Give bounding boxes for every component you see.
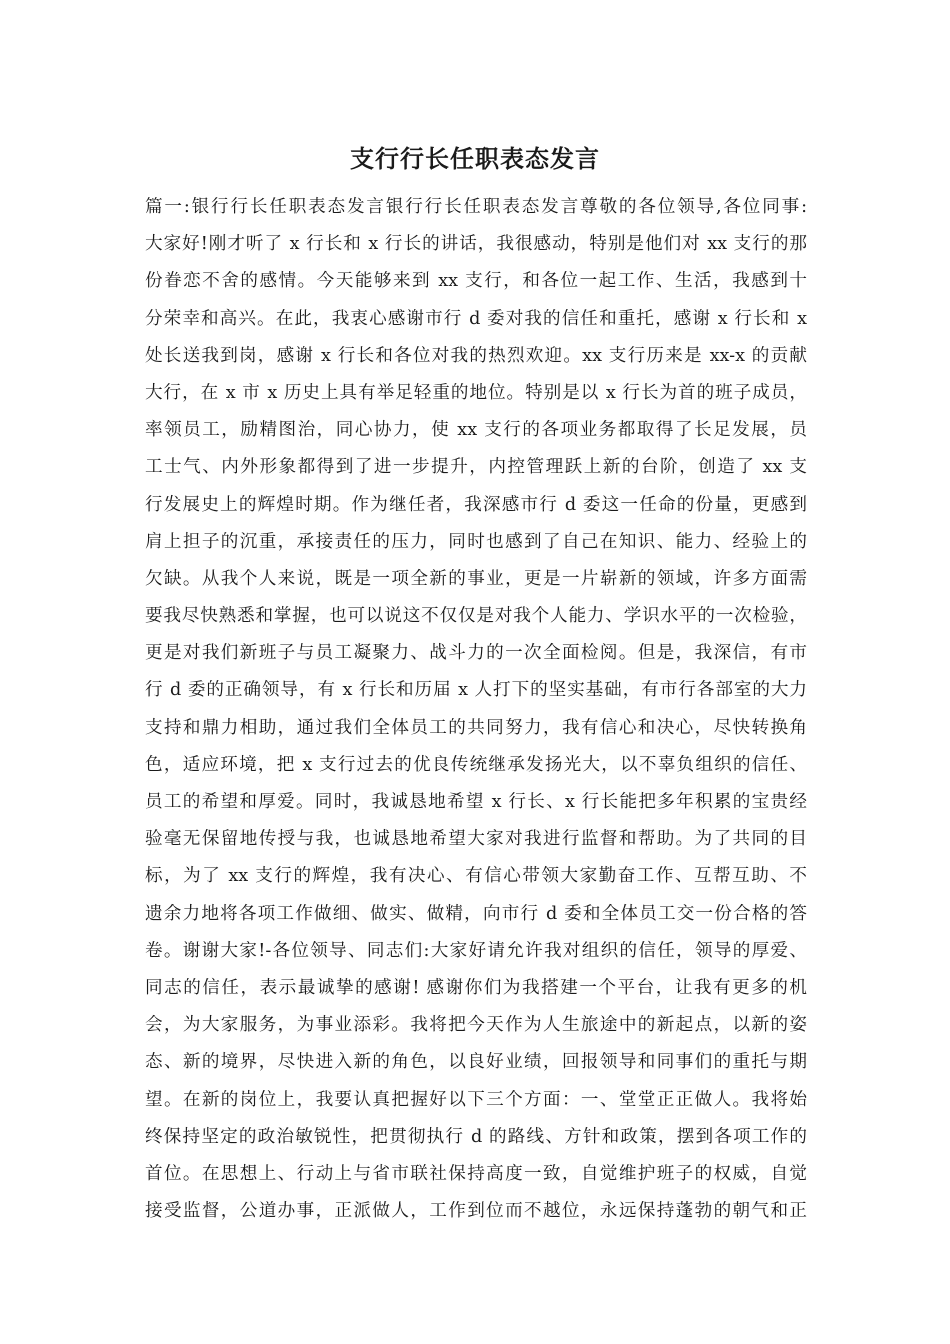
body-line: 支持和鼎力相助，通过我们全体员工的共同努力，我有信心和决心，尽快转换角 [145, 717, 807, 738]
body-line: 大行，在 x 市 x 历史上具有举足轻重的地位。特别是以 x 行长为首的班子成员， [145, 382, 807, 403]
body-line: 工士气、内外形象都得到了进一步提升，内控管理跃上新的台阶，创造了 xx 支 [145, 457, 807, 478]
document-title: 支行行长任职表态发言 [350, 144, 600, 173]
body-line: 篇一:银行行长任职表态发言银行行长任职表态发言尊敬的各位领导,各位同事: [145, 197, 807, 217]
document-body [145, 189, 807, 1230]
body-line: 终保持坚定的政治敏锐性，把贯彻执行 d 的路线、方针和政策，摆到各项工作的 [145, 1126, 807, 1147]
body-line: 肩上担子的沉重，承接责任的压力，同时也感到了自己在知识、能力、经验上的 [145, 531, 807, 552]
body-line: 率领员工，励精图治，同心协力，使 xx 支行的各项业务都取得了长足发展，员 [145, 420, 807, 441]
body-line: 更是对我们新班子与员工凝聚力、战斗力的一次全面检阅。但是，我深信，有市 [145, 643, 807, 664]
body-line: 态、新的境界，尽快进入新的角色，以良好业绩，回报领导和同事们的重托与期 [145, 1052, 807, 1073]
body-line: 卷。谢谢大家!-各位领导、同志们:大家好请允许我对组织的信任，领导的厚爱、 [145, 940, 807, 961]
body-line: 员工的希望和厚爱。同时，我诚恳地希望 x 行长、x 行长能把多年积累的宝贵经 [145, 792, 807, 812]
body-line: 同志的信任，表示最诚挚的感谢! 感谢你们为我搭建一个平台，让我有更多的机 [145, 977, 807, 998]
body-line: 望。在新的岗位上，我要认真把握好以下三个方面：一、堂堂正正做人。我将始 [145, 1089, 807, 1110]
body-line: 行发展史上的辉煌时期。作为继任者，我深感市行 d 委这一任命的份量，更感到 [145, 494, 807, 515]
body-line: 标，为了 xx 支行的辉煌，我有决心、有信心带领大家勤奋工作、互帮互助、不 [145, 866, 807, 887]
body-line: 要我尽快熟悉和掌握，也可以说这不仅仅是对我个人能力、学识水平的一次检验， [145, 606, 807, 627]
body-line: 分荣幸和高兴。在此，我衷心感谢市行 d 委对我的信任和重托，感谢 x 行长和 x [145, 308, 807, 329]
body-line: 遗余力地将各项工作做细、做实、做精，向市行 d 委和全体员工交一份合格的答 [145, 903, 807, 924]
body-line: 会，为大家服务，为事业添彩。我将把今天作为人生旅途中的新起点，以新的姿 [145, 1015, 807, 1036]
body-line: 首位。在思想上、行动上与省市联社保持高度一致，自觉维护班子的权威，自觉 [145, 1163, 807, 1184]
body-line: 验毫无保留地传授与我，也诚恳地希望大家对我进行监督和帮助。为了共同的目 [145, 829, 807, 850]
body-line: 欠缺。从我个人来说，既是一项全新的事业，更是一片崭新的领域，许多方面需 [145, 568, 807, 589]
body-line: 大家好!刚才听了 x 行长和 x 行长的讲话，我很感动，特别是他们对 xx 支行的那 [145, 234, 807, 255]
body-line: 接受监督，公道办事，正派做人，工作到位而不越位，永远保持蓬勃的朝气和正 [145, 1201, 807, 1222]
body-line: 份眷恋不舍的感情。今天能够来到 xx 支行，和各位一起工作、生活，我感到十 [145, 271, 807, 292]
body-line: 行 d 委的正确领导，有 x 行长和历届 x 人打下的坚实基础，有市行各部室的大力 [145, 680, 807, 701]
body-line: 色，适应环境，把 x 支行过去的优良传统继承发扬光大，以不辜负组织的信任、 [145, 754, 807, 775]
body-line: 处长送我到岗，感谢 x 行长和各位对我的热烈欢迎。xx 支行历来是 xx-x 的贡献 [145, 345, 807, 366]
